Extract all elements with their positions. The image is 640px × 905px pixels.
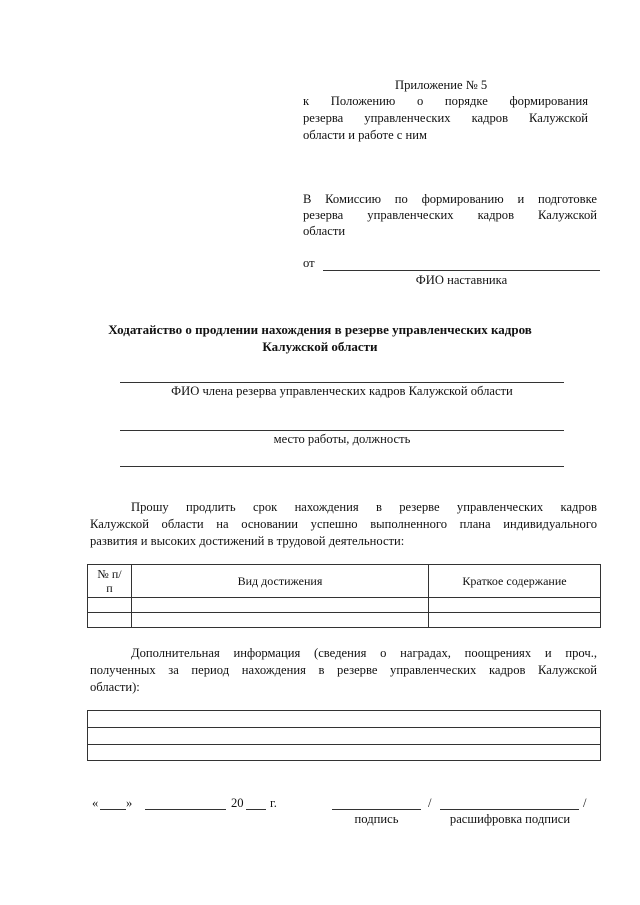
additional-info-row[interactable]: [88, 745, 600, 760]
addressee-line-2: резерва управленческих кадров Калужской: [303, 208, 597, 222]
table-cell[interactable]: [88, 613, 132, 628]
date-close-quote: »: [126, 796, 133, 810]
workplace-caption: место работы, должность: [273, 432, 411, 446]
table-cell[interactable]: [429, 598, 601, 613]
request-line-1: [131, 500, 597, 515]
table-cell[interactable]: [132, 598, 429, 613]
signature-slash-2: /: [583, 796, 587, 810]
request-line-2: Калужской области на основании успешно выполненного плана индивидуального: [90, 517, 597, 531]
workplace-line-2[interactable]: [120, 466, 564, 467]
additional-line-3: области):: [90, 680, 140, 694]
additional-info-row[interactable]: [88, 728, 600, 745]
date-month-line[interactable]: [145, 809, 226, 810]
addressee-line-3: области: [303, 224, 346, 238]
table-row: [88, 613, 601, 628]
additional-info-row[interactable]: [88, 711, 600, 728]
member-name-line[interactable]: [120, 382, 564, 383]
table-cell[interactable]: [429, 613, 601, 628]
col-number-header: [88, 565, 132, 598]
col-summary-header: [429, 565, 601, 598]
col-number-label-1: № п/: [97, 567, 122, 581]
addressee-line-1: В Комиссию по формированию и подготовке: [303, 192, 597, 206]
signature-slash-1: /: [428, 796, 432, 810]
document-title-line-1: Ходатайство о продлении нахождения в резерве управленческих кадров: [108, 322, 532, 337]
additional-line-2: полученных за период нахождения в резерве управленческих кадров Калужской: [90, 663, 597, 677]
appendix-title: Приложение № 5: [395, 78, 488, 92]
workplace-line[interactable]: [120, 430, 564, 431]
mentor-name-line[interactable]: [323, 270, 600, 271]
date-open-quote: «: [92, 796, 99, 810]
document-title-line-2: Калужской области: [262, 339, 378, 354]
decoding-line[interactable]: [440, 809, 579, 810]
request-verb: Прошу: [131, 500, 169, 514]
request-rest: продлить срок нахождения в резерве управленческих кадров: [186, 500, 597, 514]
col-kind-label: Вид достижения: [237, 573, 323, 588]
request-line-3: развития и высоких достижений в трудовой деятельности:: [90, 534, 405, 548]
appendix-line-2: резерва управленческих кадров Калужской: [303, 111, 588, 125]
achievements-table: [87, 564, 601, 628]
table-row: [88, 598, 601, 613]
decoding-caption: расшифровка подписи: [449, 812, 571, 826]
table-cell[interactable]: [132, 613, 429, 628]
additional-info-box[interactable]: [87, 710, 601, 761]
appendix-line-1: к Положению о порядке формирования: [303, 94, 588, 108]
from-prefix: от: [303, 256, 315, 270]
mentor-caption: ФИО наставника: [415, 273, 508, 287]
signature-line[interactable]: [332, 809, 421, 810]
col-summary-label: Краткое содержание: [462, 573, 567, 588]
year-prefix: 20: [231, 796, 244, 810]
year-suffix: г.: [270, 796, 277, 810]
table-header-row: [88, 565, 601, 598]
col-kind-header: [132, 565, 429, 598]
signature-caption: подпись: [354, 812, 399, 826]
col-number-label-2: п: [106, 581, 113, 595]
member-caption: ФИО члена резерва управленческих кадров Калужской области: [171, 384, 513, 398]
date-day-line[interactable]: [100, 809, 126, 810]
date-year-line[interactable]: [246, 809, 266, 810]
table-cell[interactable]: [88, 598, 132, 613]
appendix-line-3: области и работе с ним: [303, 128, 427, 142]
additional-line-1: Дополнительная информация (сведения о наградах, поощрениях и проч.,: [131, 646, 597, 660]
